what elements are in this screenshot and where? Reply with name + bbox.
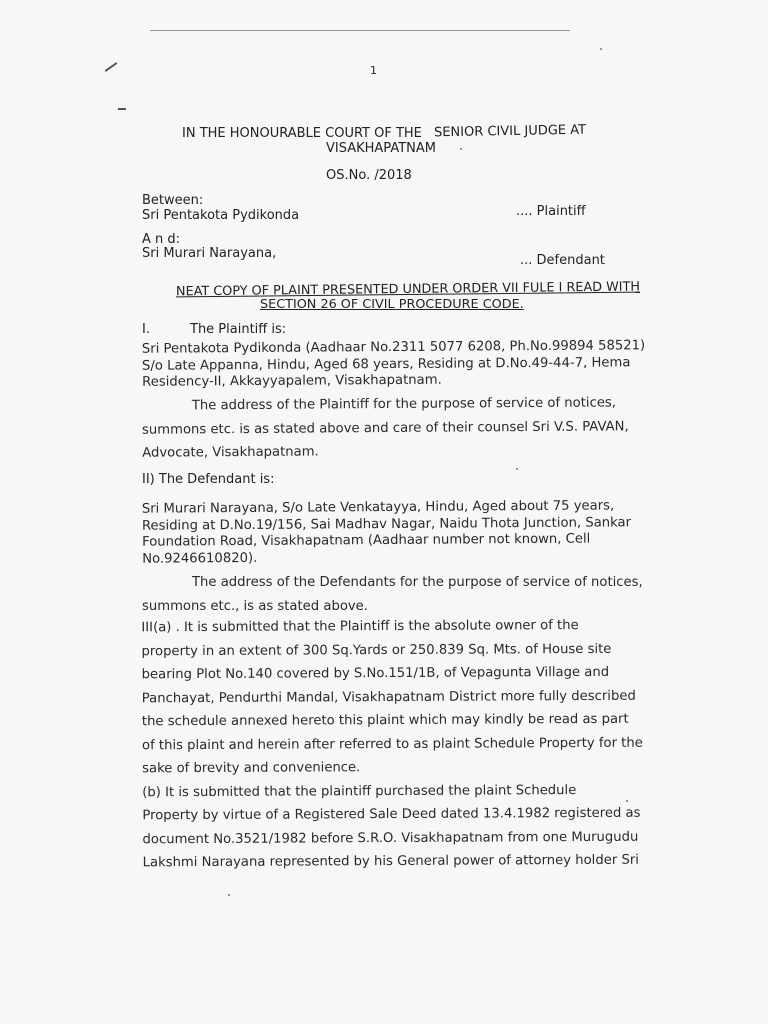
text-line: Foundation Road, Visakhapatnam (Aadhaar number not known, Cell: [142, 531, 591, 550]
section-1-number: I.: [142, 322, 150, 337]
plaintiff-role: .... Plaintiff: [516, 204, 586, 219]
text-line: the schedule annexed hereto this plaint which may kindly be read as part: [141, 711, 629, 730]
text-line: summons etc. is as stated above and care of their counsel Sri V.S. PAVAN,: [141, 418, 629, 438]
defendant-details: [142, 498, 632, 567]
scan-mark: [105, 62, 118, 72]
scan-mark: [118, 108, 126, 110]
defendant-role: ... Defendant: [520, 253, 605, 268]
text-line: property in an extent of 300 Sq.Yards or 250.839 Sq. Mts. of House site: [141, 641, 612, 659]
case-number: OS.No. /2018: [326, 168, 412, 183]
text-line: Property by virtue of a Registered Sale Deed dated 13.4.1982 registered as: [142, 805, 641, 824]
text-line: of this plaint and herein after referred to as plaint Schedule Property for the: [141, 735, 643, 753]
text-line: sake of brevity and convenience.: [142, 760, 361, 777]
text-line: Advocate, Visakhapatnam.: [142, 444, 319, 461]
text-line: Residency-II, Akkayyapalem, Visakhapatnam.: [142, 372, 442, 390]
scan-speck: [600, 48, 602, 50]
document-title-line2: SECTION 26 OF CIVIL PROCEDURE CODE.: [260, 297, 524, 312]
text-line: III(a) . It is submitted that the Plaintiff is the absolute owner of the: [141, 618, 579, 636]
document-title-line1: NEAT COPY OF PLAINT PRESENTED UNDER ORDER VII FULE I READ WITH: [175, 279, 641, 300]
text-line: bearing Plot No.140 covered by S.No.151/1B, of Vepagunta Village and: [141, 664, 610, 683]
plaintiff-name: Sri Pentakota Pydikonda: [142, 208, 300, 223]
top-scan-edge: [150, 30, 570, 31]
and-label: A n d:: [142, 232, 181, 247]
court-city: VISAKHAPATNAM: [326, 141, 436, 156]
text-line: document No.3521/1982 before S.R.O. Visakhapatnam from one Murugudu: [142, 829, 639, 847]
text-line: Sri Murari Narayana, S/o Late Venkatayya, Hindu, Aged about 75 years,: [141, 498, 615, 517]
text-line: Lakshmi Narayana represented by his General power of attorney holder Sri: [142, 852, 639, 871]
text-line: Residing at D.No.19/156, Sai Madhav Nagar, Naidu Thota Junction, Sankar: [141, 514, 632, 534]
text-line: The address of the Plaintiff for the purpose of service of notices,: [191, 395, 617, 414]
text-line: summons etc., is as stated above.: [142, 598, 368, 614]
court-heading-left: IN THE HONOURABLE COURT OF THE: [182, 126, 422, 141]
section-2-heading: II) The Defendant is:: [142, 472, 275, 487]
section-1-heading: The Plaintiff is:: [190, 322, 287, 337]
defendant-name: Sri Murari Narayana,: [142, 246, 277, 261]
defendant-address-paragraph: [142, 571, 643, 618]
plaintiff-address-paragraph: [142, 391, 629, 465]
text-line: S/o Late Appanna, Hindu, Aged 68 years, Residing at D.No.49-44-7, Hema: [141, 354, 631, 374]
page-number: 1: [370, 64, 377, 77]
plaintiff-details: [142, 338, 646, 391]
text-line: The address of the Defendants for the purpose of service of notices,: [192, 575, 643, 590]
text-line: Panchayat, Pendurthi Mandal, Visakhapatnam District more fully described: [141, 688, 636, 706]
text-line: No.9246610820).: [142, 550, 258, 567]
scan-speck: [228, 894, 230, 896]
text-line: Sri Pentakota Pydikonda (Aadhaar No.2311 5077 6208, Ph.No.99894 58521): [141, 338, 646, 357]
court-heading-right: SENIOR CIVIL JUDGE AT: [433, 122, 587, 141]
scan-speck: [460, 148, 462, 150]
ownership-paragraph: [141, 614, 643, 875]
between-label: Between:: [142, 193, 204, 208]
text-line: (b) It is submitted that the plaintiff purchased the plaint Schedule: [142, 782, 577, 800]
scan-speck: [516, 468, 518, 470]
